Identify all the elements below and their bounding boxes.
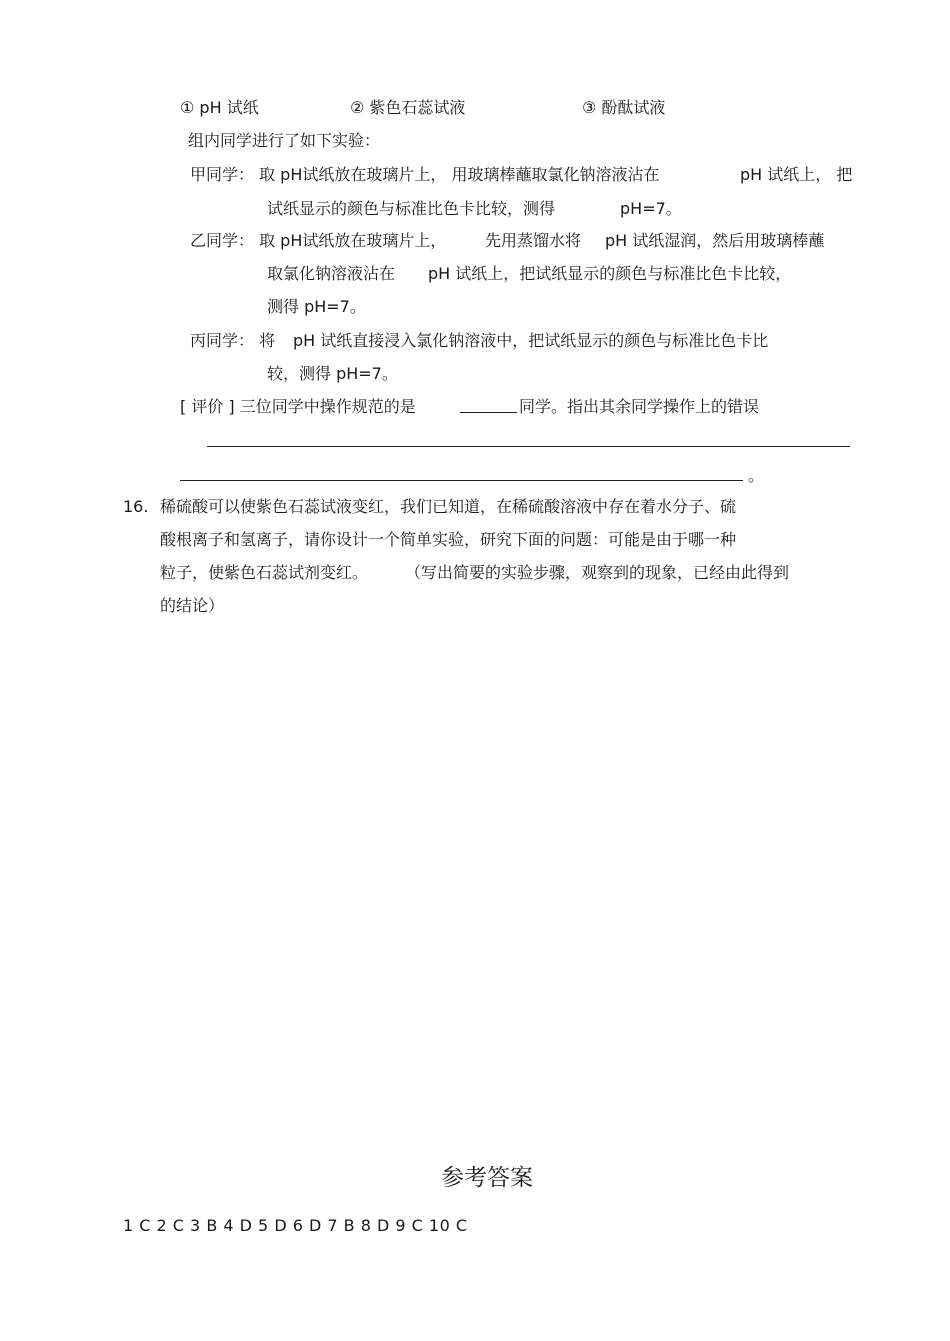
- bing-line-1: 丙同学： 将: [190, 331, 276, 350]
- evaluation-end-mark: 。: [748, 466, 765, 485]
- yi-line-1-tail: pH 试纸湿润，然后用玻璃棒蘸: [605, 231, 825, 250]
- jia-line-2: 试纸显示的颜色与标准比色卡比较，测得: [267, 199, 556, 218]
- option-litmus: ② 紫色石蕊试液: [350, 98, 466, 117]
- yi-line-3: 测得 pH=7。: [267, 297, 366, 316]
- yi-line-2: 取氯化钠溶液沾在: [267, 264, 396, 283]
- bing-line-2: 较，测得 pH=7。: [267, 364, 398, 383]
- answer-blank-line-2: [180, 466, 743, 481]
- yi-line-1-mid: 先用蒸馏水将: [485, 231, 582, 250]
- question-16-number: 16.: [123, 497, 149, 516]
- question-16-line-3: 粒子，使紫色石蕊试剂变红。: [160, 563, 369, 582]
- answer-key-line: 1 C 2 C 3 B 4 D 5 D 6 D 7 B 8 D 9 C 10 C: [123, 1216, 468, 1235]
- intro-text: 组内同学进行了如下实验：: [188, 131, 381, 150]
- jia-line-1: 甲同学： 取 pH试纸放在玻璃片上， 用玻璃棒蘸取氯化钠溶液沾在: [190, 165, 660, 184]
- jia-line-1-tail: pH 试纸上， 把: [740, 165, 853, 184]
- bing-line-1-tail: pH 试纸直接浸入氯化钠溶液中，把试纸显示的颜色与标准比色卡比: [293, 331, 769, 350]
- answer-blank-line-1: [207, 432, 850, 447]
- evaluation-tail: 同学。指出其余同学操作上的错误: [519, 397, 760, 416]
- question-16-line-1: 稀硫酸可以使紫色石蕊试液变红，我们已知道，在稀硫酸溶液中存在着水分子、硫: [160, 497, 737, 516]
- option-ph-paper: ① pH 试纸: [180, 98, 259, 117]
- answer-section-title: 参考答案: [441, 1165, 533, 1191]
- yi-line-2-tail: pH 试纸上，把试纸显示的颜色与标准比色卡比较，: [428, 264, 792, 283]
- yi-line-1: 乙同学： 取 pH试纸放在玻璃片上，: [190, 231, 447, 250]
- jia-line-2-tail: pH=7。: [620, 199, 682, 218]
- question-16-line-3-tail: （写出简要的实验步骤，观察到的现象，已经由此得到: [405, 563, 790, 582]
- evaluation-lead: [ 评价 ] 三位同学中操作规范的是: [180, 397, 416, 416]
- question-16-line-2: 酸根离子和氢离子，请你设计一个简单实验，研究下面的问题：可能是由于哪一种: [160, 530, 737, 549]
- answer-blank-student: [460, 398, 517, 413]
- option-phenolphthalein: ③ 酚酞试液: [582, 98, 666, 117]
- question-16-line-4: 的结论）: [160, 596, 225, 615]
